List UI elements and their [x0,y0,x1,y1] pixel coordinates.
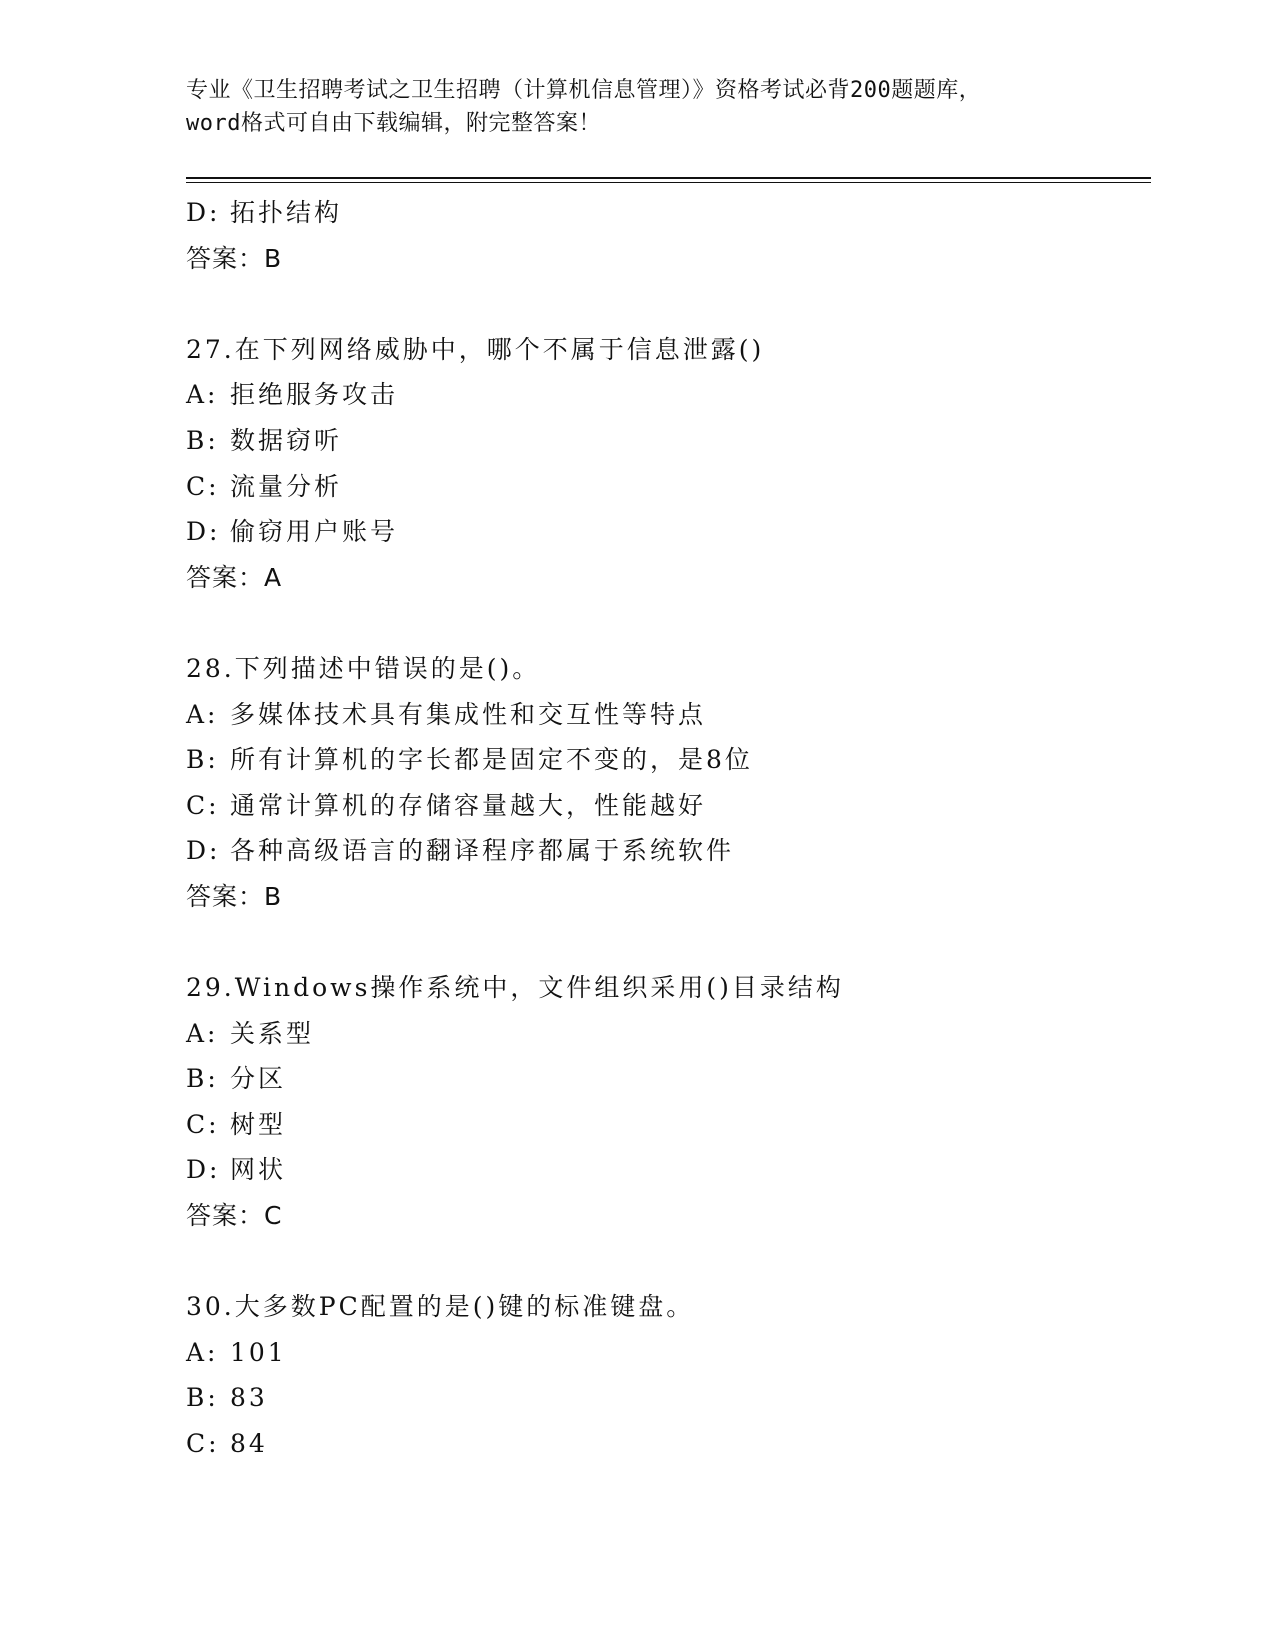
question-29-stem: 29.Windows操作系统中，文件组织采用()目录结构 [186,973,844,1003]
option-text: 网状 [230,1155,287,1185]
question-30-stem: 30.大多数PC配置的是()键的标准键盘。 [186,1292,695,1322]
option-letter: C: [186,1109,220,1139]
header-title-line-1: 专业《卫生招聘考试之卫生招聘（计算机信息管理）》资格考试必背200题题库， [186,78,982,103]
option-d-carryover [186,190,1146,236]
option-letter: A: [186,1018,219,1048]
header-divider-thick [186,177,1151,179]
option-letter: B: [186,745,219,775]
question-29-answer: 答案：C [186,1201,283,1231]
option-letter: D: [186,836,221,866]
spacer [186,281,1146,327]
option-text: 通常计算机的存储容量越大，性能越好 [230,790,707,820]
option-letter: C: [186,471,220,501]
question-28-option-d [186,828,1146,874]
option-letter: C: [186,1429,220,1459]
question-28-answer: 答案：B [186,881,283,911]
question-27-option-a [186,372,1146,418]
header-divider-thin [186,182,1151,183]
option-text: 拒绝服务攻击 [230,380,399,410]
question-30-option-c [186,1421,1146,1467]
option-letter: A: [186,380,219,410]
option-text: 树型 [230,1109,287,1139]
question-27-answer: 答案：A [186,562,283,592]
question-29-option-b [186,1056,1146,1102]
option-text: 数据窃听 [230,425,343,455]
option-text: 偷窃用户账号 [230,517,399,547]
question-29-option-a [186,1011,1146,1057]
option-letter: C: [186,790,220,820]
option-letter: B: [186,1383,219,1413]
option-letter: A: [186,1337,219,1367]
option-text: 拓扑结构 [230,198,343,227]
option-letter: D: [186,198,221,227]
question-30-option-a [186,1330,1146,1376]
question-28-option-c [186,783,1146,829]
question-27-stem: 27.在下列网络威胁中，哪个不属于信息泄露() [186,334,765,364]
option-text: 各种高级语言的翻译程序都属于系统软件 [230,836,735,866]
option-text: 84 [230,1429,268,1459]
question-27-option-c [186,464,1146,510]
answer-carryover: 答案：B [186,243,283,273]
document-header [186,74,1146,140]
option-letter: D: [186,517,221,547]
option-text: 分区 [230,1064,287,1094]
header-title-line-2: word格式可自由下载编辑，附完整答案！ [186,111,601,136]
option-text: 流量分析 [230,471,343,501]
option-letter: B: [186,1064,219,1094]
question-29-option-d [186,1147,1146,1193]
spacer [186,920,1146,966]
option-text: 关系型 [230,1018,315,1048]
question-29-option-c [186,1102,1146,1148]
option-text: 所有计算机的字长都是固定不变的，是8位 [230,745,753,775]
option-text: 101 [230,1337,287,1367]
option-letter: A: [186,699,219,729]
option-text: 83 [230,1383,268,1413]
option-letter: B: [186,425,219,455]
question-28-stem: 28.下列描述中错误的是()。 [186,653,541,683]
question-27-option-b [186,418,1146,464]
question-27-option-d [186,509,1146,555]
spacer [186,1239,1146,1285]
option-text: 多媒体技术具有集成性和交互性等特点 [230,699,707,729]
question-30-option-b [186,1375,1146,1421]
question-list [186,190,1146,1467]
spacer [186,600,1146,646]
question-28-option-b [186,737,1146,783]
question-28-option-a [186,692,1146,738]
option-letter: D: [186,1155,221,1185]
